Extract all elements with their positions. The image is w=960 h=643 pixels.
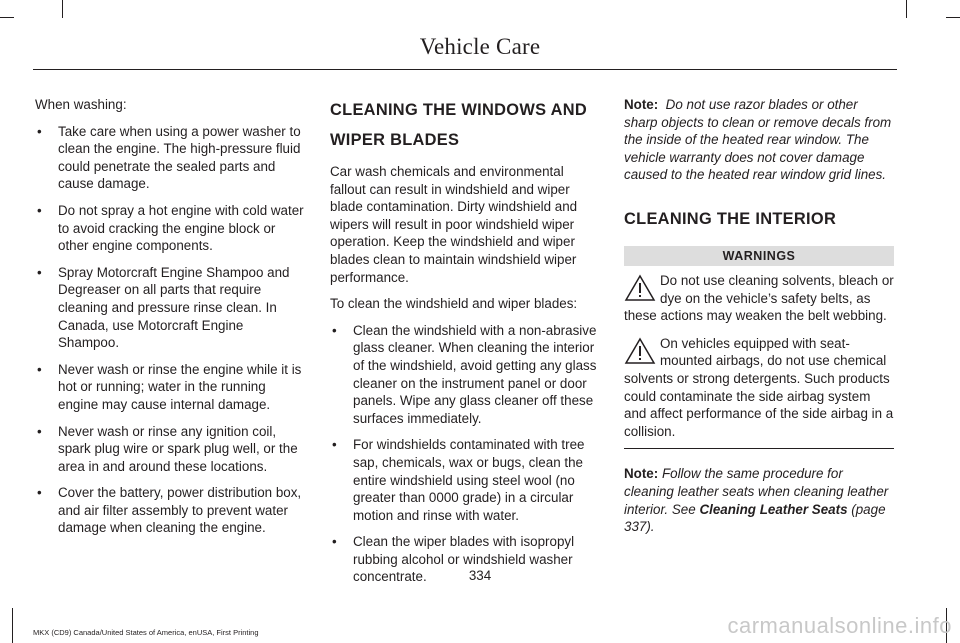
column-middle [330,96,600,595]
list-item: • Spray Motorcraft Engine Shampoo and Degreaser on all parts that require cleaning and pressure rinse clean. In Canada, use Motorcraft Engine Shampoo. [35,264,305,352]
windows-paragraph: Car wash chemicals and environmental fallout can result in windshield and wiper blade contamination. Dirty windshield and wipers will result in poor windshield wiper operation. Keep the windshield and wiper blades clean to maintain windshield wiper performance. [330,164,578,285]
crop-mark [62,0,63,18]
washing-intro: When washing: [35,97,127,112]
list-item: • Cover the battery, power distribution box, and air filter assembly to prevent water damage when cleaning the engine. [35,484,305,537]
column-right [624,96,894,545]
header-divider [33,69,897,70]
heading-line: CLEANING THE WINDOWS AND [330,101,587,119]
note-label: Note: [624,97,659,112]
list-item: • Clean the windshield with a non-abrasive glass cleaner. When cleaning the interior of the windshield, avoid getting any glass cleaner on the instrument panel or door panels. Wipe any glass cleaner off these surfaces immediately. [330,322,600,428]
warnings-header: WARNINGS [624,246,894,266]
warning-triangle-icon [624,337,656,365]
crop-mark [0,17,14,18]
section-heading-windows [330,97,600,153]
crop-mark [906,0,907,18]
list-item: • Do not spray a hot engine with cold water to avoid cracking the engine block or other engine components. [35,202,305,255]
washing-list [35,123,305,537]
crop-mark [946,17,960,18]
watermark: carmanualsonline.info [727,613,952,638]
list-item: • Never wash or rinse the engine while it is hot or running; water in the running engine may cause internal damage. [35,361,305,414]
list-item: • For windshields contaminated with tree sap, chemicals, wax or bugs, clean the entire windshield using steel wool (no greater than 0000 grade) in a circular motion and rinse with water. [330,436,600,524]
note-leather [624,465,894,535]
list-item: • Never wash or rinse any ignition coil, spark plug wire or spark plug well, or the area in and around these locations. [35,423,305,476]
windows-instruction: To clean the windshield and wiper blades: [330,296,578,312]
note-page-ref: (page 337). [624,501,886,535]
page-number: 334 [468,568,492,583]
warnings-divider [624,448,894,449]
warning-text: Do not use cleaning solvents, bleach or dye on the vehicle’s safety belts, as these actions may weaken the belt webbing. [624,272,894,324]
warning-triangle-icon [624,274,656,302]
column-left [35,96,305,546]
note-label: Note: [624,466,659,482]
windows-list [330,322,600,586]
section-heading-interior: CLEANING THE INTERIOR [624,209,837,228]
crop-mark [12,608,13,643]
footer-text: MKX (CD9) Canada/United States of America, enUSA, First Printing [33,628,259,637]
heading-line: WIPER BLADES [330,131,460,149]
list-item: • Take care when using a power washer to clean the engine. The high-pressure fluid could penetrate the sealed parts and cause damage. [35,123,305,193]
note-text: Follow the same procedure for cleaning leather seats when cleaning leather interior. See [624,466,889,517]
list-item: • Clean the wiper blades with isopropyl rubbing alcohol or windshield washer concentrate. [330,533,600,586]
warning-item [624,335,894,441]
cross-reference-link[interactable]: Cleaning Leather Seats [699,501,848,517]
page-title: Vehicle Care [419,34,541,59]
warning-item [624,272,894,325]
note-text: Do not use razor blades or other sharp objects to clean or remove decals from the inside of the heated rear window. The vehicle warranty does not cover damage caused to the heated rear window grid lines. [624,97,892,183]
note-razor [624,96,894,184]
warning-text: On vehicles equipped with seat-mounted airbags, do not use chemical solvents or strong detergents. Such products could contaminate the side airbag system and affect performance of the side airbag in a collision. [624,335,894,439]
